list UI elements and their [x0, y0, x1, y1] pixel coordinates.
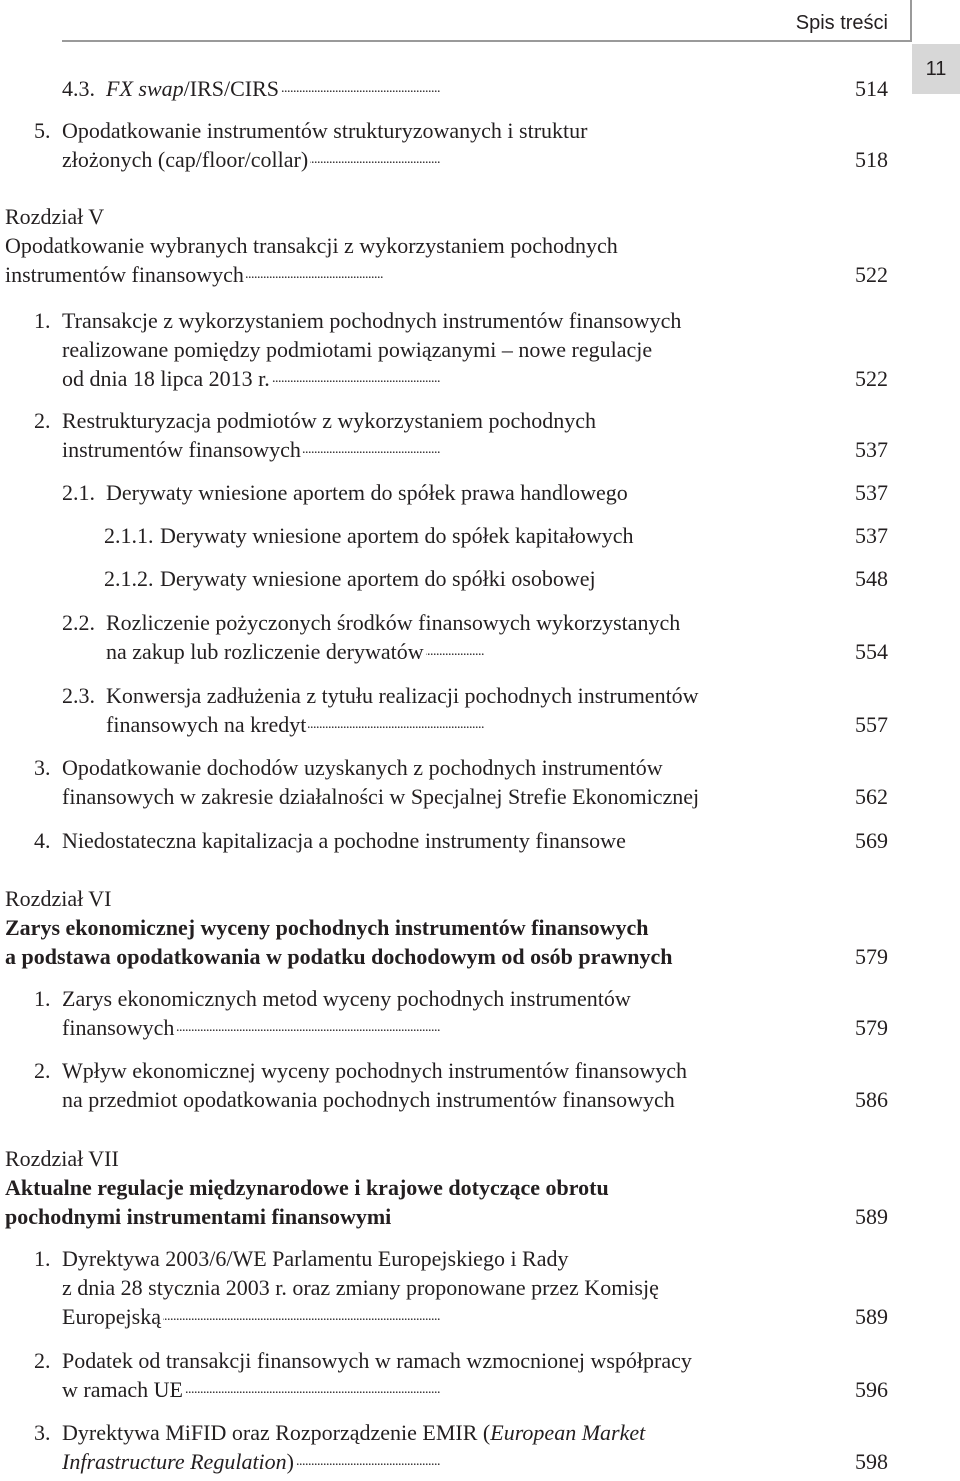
toc-entry-line	[62, 74, 888, 103]
chapter-heading[interactable]	[5, 884, 888, 971]
toc-page-number: 589	[851, 1302, 888, 1331]
toc-page-number: 579	[851, 942, 888, 971]
toc-entry-number: 2.1.1.	[104, 523, 154, 548]
toc-page-number: 596	[851, 1375, 888, 1404]
toc-entry-line: Dyrektywa MiFID oraz Rozporządzenie EMIR (European Market	[62, 1420, 646, 1445]
chapter-title-line: . . . pochodnymi instrumentami finansowymi 589	[5, 1202, 888, 1231]
chapter-label: Rozdział VII	[5, 1146, 119, 1171]
toc-entry-line: . . . od dnia 18 lipca 2013 r. 522	[62, 364, 888, 393]
toc-entry[interactable]	[34, 826, 888, 855]
toc-page-number: 522	[851, 364, 888, 393]
toc-entry-number: 2.3.	[62, 683, 95, 708]
toc-entry[interactable]	[34, 1418, 888, 1476]
toc-entry-line: Zarys ekonomicznych metod wyceny pochodnych instrumentów	[62, 986, 631, 1011]
running-header: Spis treści	[795, 12, 888, 34]
toc-entry-line: realizowane pomiędzy podmiotami powiązanymi – nowe regulacje	[62, 337, 653, 362]
toc-entry-line: . . . w ramach UE 596	[62, 1375, 888, 1404]
toc-entry-line: Restrukturyzacja podmiotów z wykorzystaniem pochodnych	[62, 408, 596, 433]
toc-page-number: 569	[851, 826, 888, 855]
toc-entry-number: 1.	[34, 308, 51, 333]
toc-entry-number: 2.1.2.	[104, 566, 154, 591]
toc-entry-italic-text: FX swap	[106, 76, 184, 101]
toc-page-number: 598	[851, 1447, 888, 1476]
toc-entry-text: /IRS/CIRS	[183, 76, 279, 101]
toc-entry[interactable]	[34, 1346, 888, 1404]
toc-page-number: 589	[851, 1202, 888, 1231]
toc-entry-line: . . . finansowych na kredyt 557	[106, 710, 888, 739]
chapter-title-line: . . . a podstawa opodatkowania w podatku dochodowym od osób prawnych 579	[5, 942, 888, 971]
toc-entry-line: z dnia 28 stycznia 2003 r. oraz zmiany proponowane przez Komisję	[62, 1275, 659, 1300]
toc-entry-number: 2.	[34, 408, 51, 433]
toc-entry-line: Rozliczenie pożyczonych środków finansowych wykorzystanych	[106, 610, 681, 635]
toc-entry-line: . . . Derywaty wniesione aportem do spółki osobowej 548	[160, 564, 888, 593]
toc-entry-number: 4.	[34, 828, 51, 853]
toc-page-number: 518	[851, 145, 888, 174]
chapter-heading[interactable]	[5, 1144, 888, 1231]
toc-entry[interactable]	[104, 564, 888, 593]
toc-entry-line: Podatek od transakcji finansowych w ramach wzmocnionej współpracy	[62, 1348, 692, 1373]
chapter-heading[interactable]	[5, 202, 888, 289]
toc-entry-line: . . . Derywaty wniesione aportem do spółek prawa handlowego 537	[106, 478, 888, 507]
toc-entry[interactable]	[104, 521, 888, 550]
toc-entry-number: 3.	[34, 1420, 51, 1445]
toc-entry[interactable]	[34, 1244, 888, 1331]
toc-entry-line: Konwersja zadłużenia z tytułu realizacji pochodnych instrumentów	[106, 683, 699, 708]
toc-entry-line: . . . złożonych (cap/floor/collar) 518	[62, 145, 888, 174]
toc-entry-line: . . . na zakup lub rozliczenie derywatów 554	[106, 637, 888, 666]
chapter-label: Rozdział V	[5, 204, 105, 229]
toc-page-number: 537	[851, 478, 888, 507]
toc-page-number: 557	[851, 710, 888, 739]
toc-entry-line: . . . na przedmiot opodatkowania pochodnych instrumentów finansowych 586	[62, 1085, 888, 1114]
toc-entry[interactable]	[34, 1056, 888, 1114]
toc-entry[interactable]	[34, 984, 888, 1042]
toc-entry-line: . . . Infrastructure Regulation) 598	[62, 1447, 888, 1476]
toc-entry[interactable]	[34, 306, 888, 393]
toc-entry[interactable]	[34, 116, 888, 174]
toc-entry-number: 2.1.	[62, 480, 95, 505]
header-rule	[62, 40, 910, 42]
toc-page-number: 586	[851, 1085, 888, 1114]
toc-entry-number: 4.3.	[62, 76, 95, 101]
toc-page-number: 537	[851, 521, 888, 550]
toc-page-number: 548	[851, 564, 888, 593]
toc-entry-line: . . . Europejską 589	[62, 1302, 888, 1331]
toc-entry-number: 1.	[34, 1246, 51, 1271]
toc-entry[interactable]	[62, 681, 888, 739]
toc-entry-number: 2.2.	[62, 610, 95, 635]
toc-page-number: 522	[851, 260, 888, 289]
toc-entry-number: 2.	[34, 1348, 51, 1373]
toc-entry-line: Dyrektywa 2003/6/WE Parlamentu Europejskiego i Rady	[62, 1246, 569, 1271]
toc-page-number: 562	[851, 782, 888, 811]
toc-entry-number: 5.	[34, 118, 51, 143]
toc-entry-line: . . . instrumentów finansowych 537	[62, 435, 888, 464]
page-number-tab: 11	[912, 44, 960, 94]
toc-entry[interactable]	[62, 74, 888, 103]
toc-entry[interactable]	[34, 406, 888, 464]
toc-page-number: 554	[851, 637, 888, 666]
toc-page-number: 514	[851, 74, 888, 103]
toc-entry[interactable]	[34, 753, 888, 811]
toc-entry-line: . . . finansowych w zakresie działalności w Specjalnej Strefie Ekonomicznej 562	[62, 782, 888, 811]
toc-entry-number: 1.	[34, 986, 51, 1011]
toc-entry[interactable]	[62, 478, 888, 507]
chapter-label: Rozdział VI	[5, 886, 112, 911]
toc-entry-number: 2.	[34, 1058, 51, 1083]
toc-entry-line: Wpływ ekonomicznej wyceny pochodnych instrumentów finansowych	[62, 1058, 688, 1083]
toc-page-number: 537	[851, 435, 888, 464]
header-divider-vertical	[910, 0, 912, 42]
toc-entry-line: . . . finansowych 579	[62, 1013, 888, 1042]
toc-entry-line: Opodatkowanie dochodów uzyskanych z pochodnych instrumentów	[62, 755, 663, 780]
toc-entry-line: Opodatkowanie instrumentów strukturyzowanych i struktur	[62, 118, 588, 143]
chapter-title-line: Zarys ekonomicznej wyceny pochodnych instrumentów finansowych	[5, 915, 649, 940]
toc-entry-number: 3.	[34, 755, 51, 780]
chapter-title-line: . . . instrumentów finansowych 522	[5, 260, 888, 289]
toc-entry-line: Transakcje z wykorzystaniem pochodnych instrumentów finansowych	[62, 308, 682, 333]
toc-entry-line: . . . Derywaty wniesione aportem do spółek kapitałowych 537	[160, 521, 888, 550]
chapter-title-line: Opodatkowanie wybranych transakcji z wykorzystaniem pochodnych	[5, 233, 618, 258]
chapter-title-line: Aktualne regulacje międzynarodowe i krajowe dotyczące obrotu	[5, 1175, 609, 1200]
toc-page-number: 579	[851, 1013, 888, 1042]
toc-entry[interactable]	[62, 608, 888, 666]
toc-entry-line: . . . Niedostateczna kapitalizacja a pochodne instrumenty finansowe 569	[62, 826, 888, 855]
